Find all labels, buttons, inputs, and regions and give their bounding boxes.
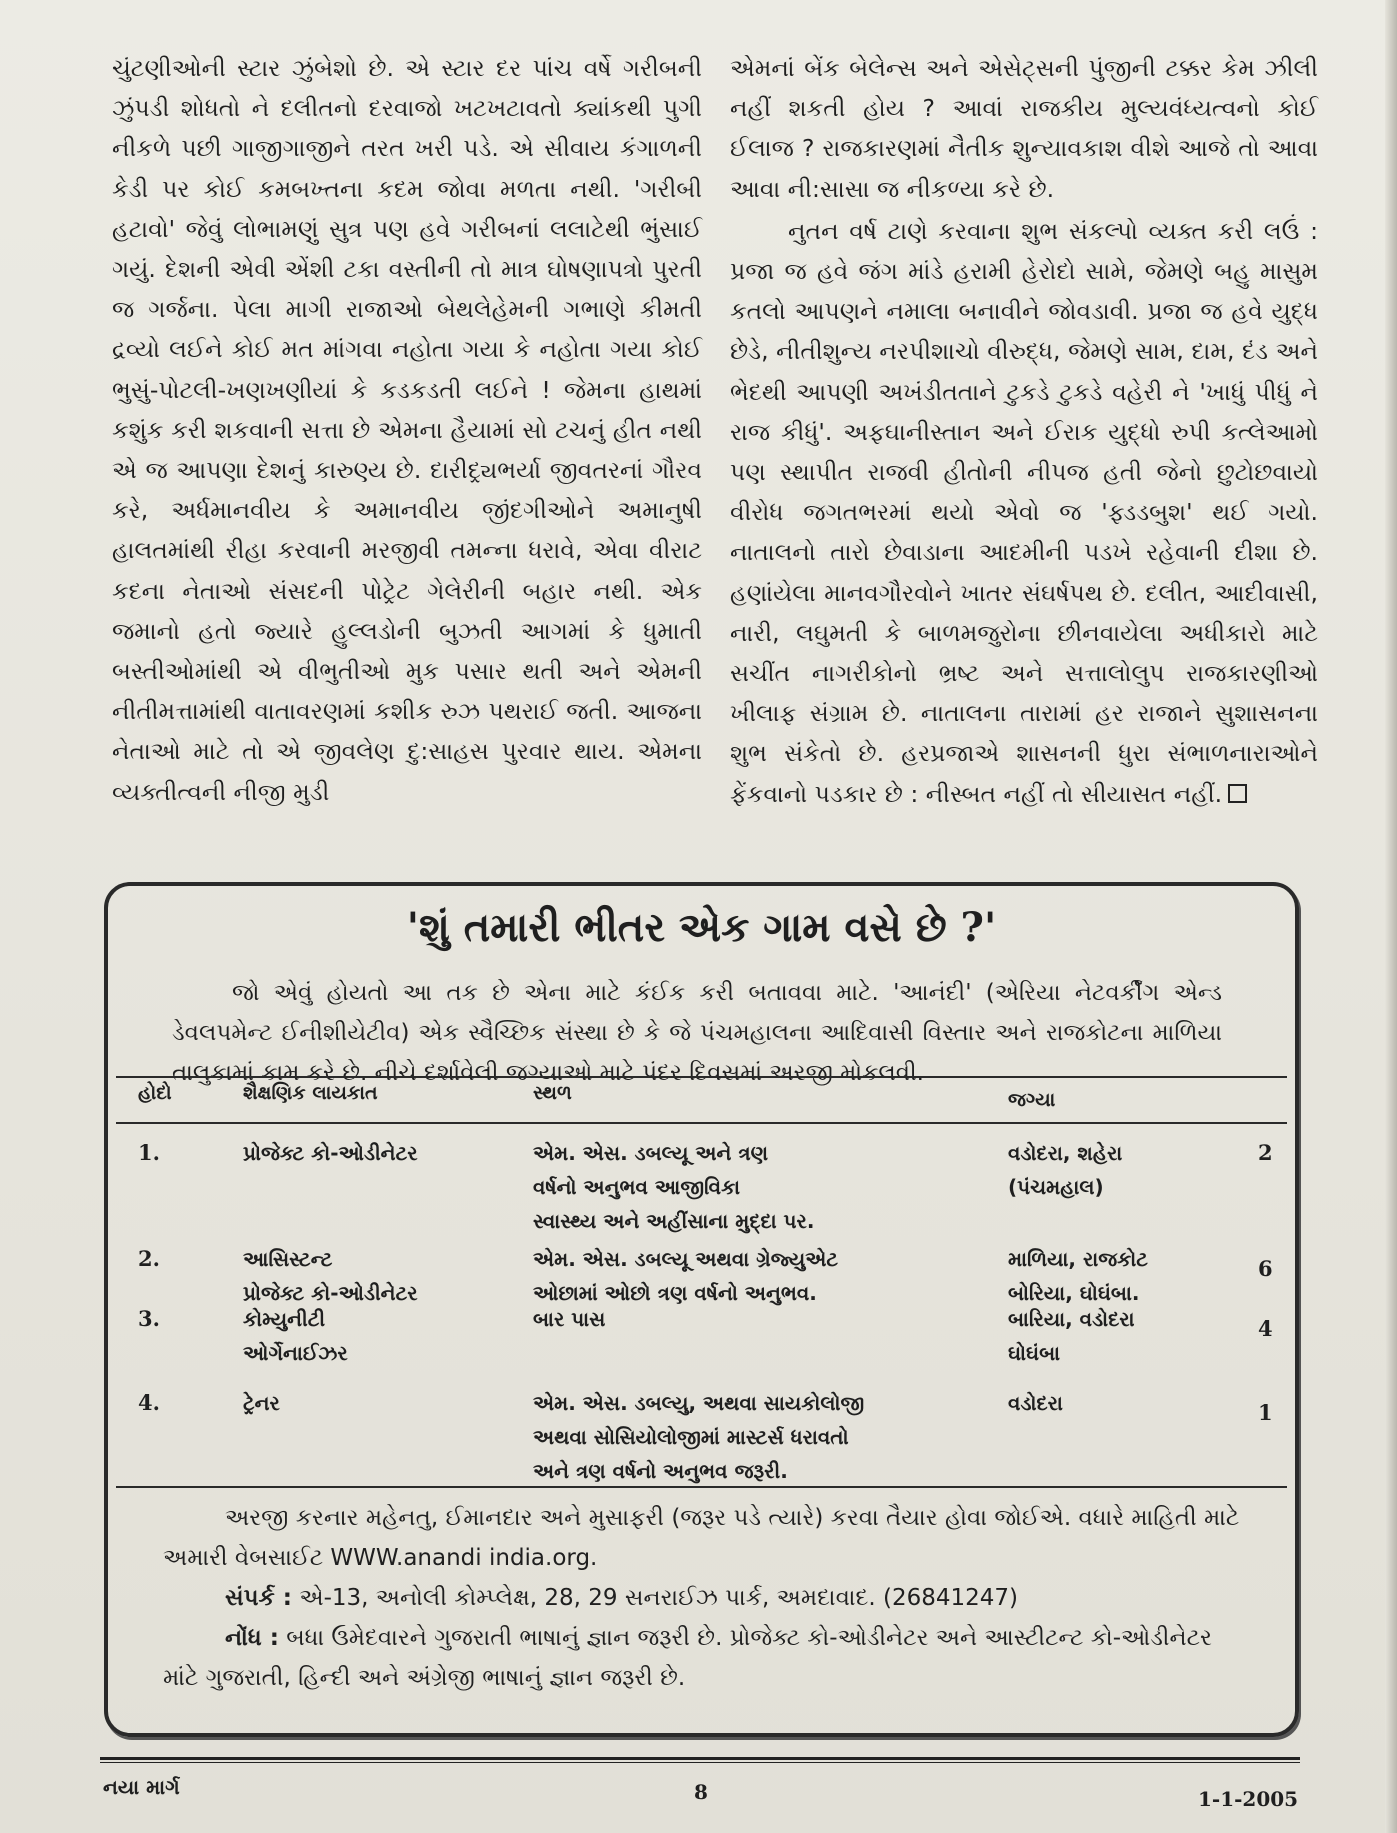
- note-label: નોંધ :: [225, 1625, 279, 1651]
- post-title: કોમ્યુનીટી: [243, 1307, 326, 1331]
- qualification-text: બાર પાસ: [533, 1307, 606, 1331]
- vacancy-count: 4: [1258, 1316, 1273, 1341]
- article-left-text: ચુંટણીઓની સ્ટાર ઝુંબેશો છે. એ સ્ટાર દર પાંચ વર્ષે ગરીબની ઝુંપડી શોધતો ને દલીતનો દરવાજો ખટખટાવતો ક્યાંકથી પુગી નીકળે પછી ગાજીગાજીને તરત ખરી પડે. એ સીવાય કંગાળની કેડી પર કોઈ કમબખ્તના કદમ જોવા મળતા નથી. 'ગરીબી હટાવો' જેવું લોભામણું સુત્ર પણ હવે ગરીબનાં લલાટેથી ભુંસાઈ ગયું. દેશની એવી એંશી ટકા વસ્તીની તો માત્ર ઘોષણાપત્રો પુરતી જ ગર્જના. પેલા માગી રાજાઓ બેથલેહેમની ગભાણે કીમતી દ્રવ્યો લઈને કોઈ મત માંગવા નહોતા ગયા કે નહોતા ગયા કોઈ ભુસું-પોટલી-ખણખણીયાં કે કડકડતી લઈને ! જેમના હાથમાં કશુંક કરી શકવાની સત્તા છે એમના હૈયામાં સો ટચનું હીત નથી એ જ આપણા દેશનું કારુણ્ય છે. દારીદ્ર્યભર્યા જીવતરનાં ગૌરવ કરે, અર્ધમાનવીય કે અમાનવીય જીંદગીઓને અમાનુષી હાલતમાંથી રીહા કરવાની મરજીવી તમન્ના ધરાવે, એવા વીરાટ કદના નેતાઓ સંસદની પોટ્રેટ ગેલેરીની બહાર નથી. એક જમાનો હતો જ્યારે હુલ્લડોની બુઝતી આગમાં કે ધુમાતી બસ્તીઓમાંથી એ વીભુતીઓ મુક પસાર થતી અને એમની નીતીમત્તામાંથી વાતાવરણમાં કશીક રુઝ પથરાઈ જતી. આજના નેતાઓ માટે તો એ જીવલેણ દુ:સાહસ પુરવાર થાય. એમના વ્યક્તીત્વની નીજી મુડી: [112, 54, 702, 806]
- contact-text: એ-13, અનોલી કોમ્પ્લેક્ષ, 28, 29 સનરાઈઝ પાર્ક, અમદાવાદ. (26841247): [299, 1585, 1019, 1611]
- end-of-article-mark-icon: [1228, 784, 1247, 803]
- post-title: આસિસ્ટન્ટ: [243, 1247, 333, 1271]
- header-qualification: શૈક્ષણિક લાયકાત: [243, 1082, 378, 1104]
- job-advertisement-box: [104, 882, 1299, 1737]
- ad-footer-line: [163, 1498, 1243, 1578]
- vacancy-count: 2: [1258, 1140, 1273, 1165]
- row-number: 2.: [138, 1246, 160, 1271]
- article-right-paragraph-2: [730, 211, 1318, 814]
- post-title: ઓર્ગેનાઈઝર: [243, 1341, 348, 1365]
- article-right-column: [730, 48, 1318, 814]
- place-text: વડોદરા, શહેરા: [1008, 1141, 1123, 1165]
- post-title: પ્રોજેક્ટ કો-ઓડીનેટર: [243, 1281, 418, 1305]
- qualification-text: વર્ષનો અનુભવ આજીવિકા: [533, 1175, 741, 1199]
- footer-rule-thin: [100, 1762, 1300, 1763]
- place-text: (પંચમહાલ): [1008, 1175, 1104, 1199]
- header-location: સ્થળ: [533, 1082, 572, 1104]
- ad-footer-text: અરજી કરનાર મહેનતુ, ઈમાનદાર અને મુસાફરી (જરૂર પડે ત્યારે) કરવા તૈયાર હોવા જોઈએ. વધારે માહિતી માટે અમારી વેબસાઈટ WWW.anandi india.org.: [163, 1505, 1240, 1571]
- ad-contact: [163, 1578, 1243, 1618]
- place-text: માળિયા, રાજકોટ: [1008, 1247, 1148, 1271]
- ad-intro-text: જો એવું હોયતો આ તક છે એના માટે કંઈક કરી બતાવવા માટે. 'આનંદી' (એરિયા નેટવર્કીંગ એન્ડ ડેવલપમેન્ટ ઈનીશીયેટીવ) એક સ્વૈચ્છિક સંસ્થા છે કે જે પંચમહાલના આદિવાસી વિસ્તાર અને રાજકોટના માળિયા તાલુકામાં કામ કરે છે. નીચે દર્શાવેલી જગ્યાઓ માટે પંદર દિવસમાં અરજી મોકલવી.: [172, 980, 1222, 1086]
- place-text: બારિયા, વડોદરા: [1008, 1307, 1135, 1331]
- table-bottom-rule: [116, 1486, 1287, 1488]
- place-text: વડોદરા: [1008, 1391, 1063, 1415]
- qualification-text: એમ. એસ. ડબલ્યુ, અથવા સાયકોલોજી: [533, 1391, 865, 1415]
- qualification-text: સ્વાસ્થ્ય અને અહીંસાના મુદ્દા પર.: [533, 1209, 815, 1233]
- ad-note: [163, 1618, 1243, 1698]
- article-left-column: [112, 48, 702, 812]
- header-post: હોદો: [138, 1082, 172, 1104]
- qualification-text: અથવા સોસિયોલોજીમાં માસ્ટર્સ ધરાવતો: [533, 1425, 849, 1449]
- note-text: બધા ઉમેદવારને ગુજરાતી ભાષાનું જ્ઞાન જરૂરી છે. પ્રોજેક્ટ કો-ઓડીનેટર અને આસ્ટીટન્ટ કો-ઓડીનેટર માંટે ગુજરાતી, હિન્દી અને અંગ્રેજી ભાષાનું જ્ઞાન જરૂરી છે.: [163, 1625, 1212, 1691]
- post-title: પ્રોજેક્ટ કો-ઓડીનેટર: [243, 1141, 418, 1165]
- qualification-text: અને ત્રણ વર્ષનો અનુભવ જરૂરી.: [533, 1459, 788, 1483]
- article-right-paragraph-1: એમનાં બેંક બેલેન્સ અને એસેટ્સની પુંજીની ટક્કર કેમ ઝીલી નહીં શકતી હોય ? આવાં રાજકીય મુલ્યવંધ્યત્વનો કોઈ ઈલાજ ? રાજકારણમાં નૈતીક શુન્યાવકાશ વીશે આજે તો આવા આવા ની:સાસા જ નીકળ્યા કરે છે.: [730, 54, 1318, 203]
- footer-rule: [100, 1757, 1300, 1760]
- row-number: 1.: [138, 1140, 160, 1165]
- qualification-text: એમ. એસ. ડબલ્યૂ અને ત્રણ: [533, 1141, 769, 1165]
- vacancy-count: 1: [1258, 1400, 1273, 1425]
- header-vacancy: જગ્યા: [1008, 1089, 1056, 1111]
- table-header-rule: [116, 1122, 1287, 1124]
- place-text: ઘોઘંબા: [1008, 1341, 1061, 1365]
- footer-publication: નયા માર્ગ: [103, 1775, 180, 1799]
- post-title: ટ્રેનર: [243, 1391, 280, 1415]
- article-right-paragraph-2-text: નુતન વર્ષ ટાણે કરવાના શુભ સંકલ્પો વ્યક્ત કરી લઉં : પ્રજા જ હવે જંગ માંડે હરામી હેરોદો સામે, જેમણે બહુ માસુમ કતલો આપણને નમાલા બનાવીને જોવડાવી. પ્રજા જ હવે યુદ્ધ છેડે, નીતીશુન્ય નરપીશાચો વીરુદ્ધ, જેમણે સામ, દામ, દંડ અને ભેદથી આપણી અખંડીતતાને ટુકડે ટુકડે વહેરી ને 'ખાધું પીધું ને રાજ કીધું'. અફઘાનીસ્તાન અને ઈરાક યુદ્ધો રુપી કત્લેઆમો પણ સ્થાપીત રાજવી હીતોની નીપજ હતી જેનો છુટોછવાયો વીરોધ જગતભરમાં થયો એવો જ 'ફ્ડડબુશ' થઈ ગયો. નાતાલનો તારો છેવાડાના આદમીની પડખે રહેવાની દીશા છે. હણાંયેલા માનવગૌરવોને ખાતર સંઘર્ષપથ છે. દલીત, આદીવાસી, નારી, લઘુમતી કે બાળમજુરોના છીનવાયેલા અધીકારો માટે સચીંત નાગરીકોનો ભ્રષ્ટ અને સત્તાલોલુપ રાજકારણીઓ ખીલાફ સંગ્રામ છે. નાતાલના તારામાં હર રાજાને સુશાસનના શુભ સંકેતો છે. હરપ્રજાએ શાસનની ધુરા સંભાળનારાઓને ફેંકવાનો પડકાર છે : નીસ્બત નહીં તો સીયાસત નહીં.: [730, 216, 1318, 808]
- table-top-rule: [116, 1076, 1287, 1078]
- footer-date: 1-1-2005: [1198, 1787, 1299, 1811]
- qualification-text: એમ. એસ. ડબલ્યૂ અથવા ગ્રેજ્યુએટ: [533, 1247, 838, 1271]
- vacancy-count: 6: [1258, 1256, 1273, 1281]
- contact-label: સંપર્ક :: [225, 1585, 293, 1611]
- row-number: 3.: [138, 1306, 160, 1331]
- ad-footer: [163, 1498, 1243, 1698]
- place-text: બોરિયા, ઘોઘંબા.: [1008, 1281, 1140, 1305]
- row-number: 4.: [138, 1390, 160, 1415]
- page-edge-shadow: [1385, 0, 1397, 1833]
- qualification-text: ઓછામાં ઓછો ત્રણ વર્ષનો અનુભવ.: [533, 1281, 817, 1305]
- ad-intro: [172, 973, 1222, 1093]
- footer-page-number: 8: [694, 1780, 708, 1804]
- ad-title: 'શું તમારી ભીતર એક ગામ વસે છે ?': [406, 904, 997, 951]
